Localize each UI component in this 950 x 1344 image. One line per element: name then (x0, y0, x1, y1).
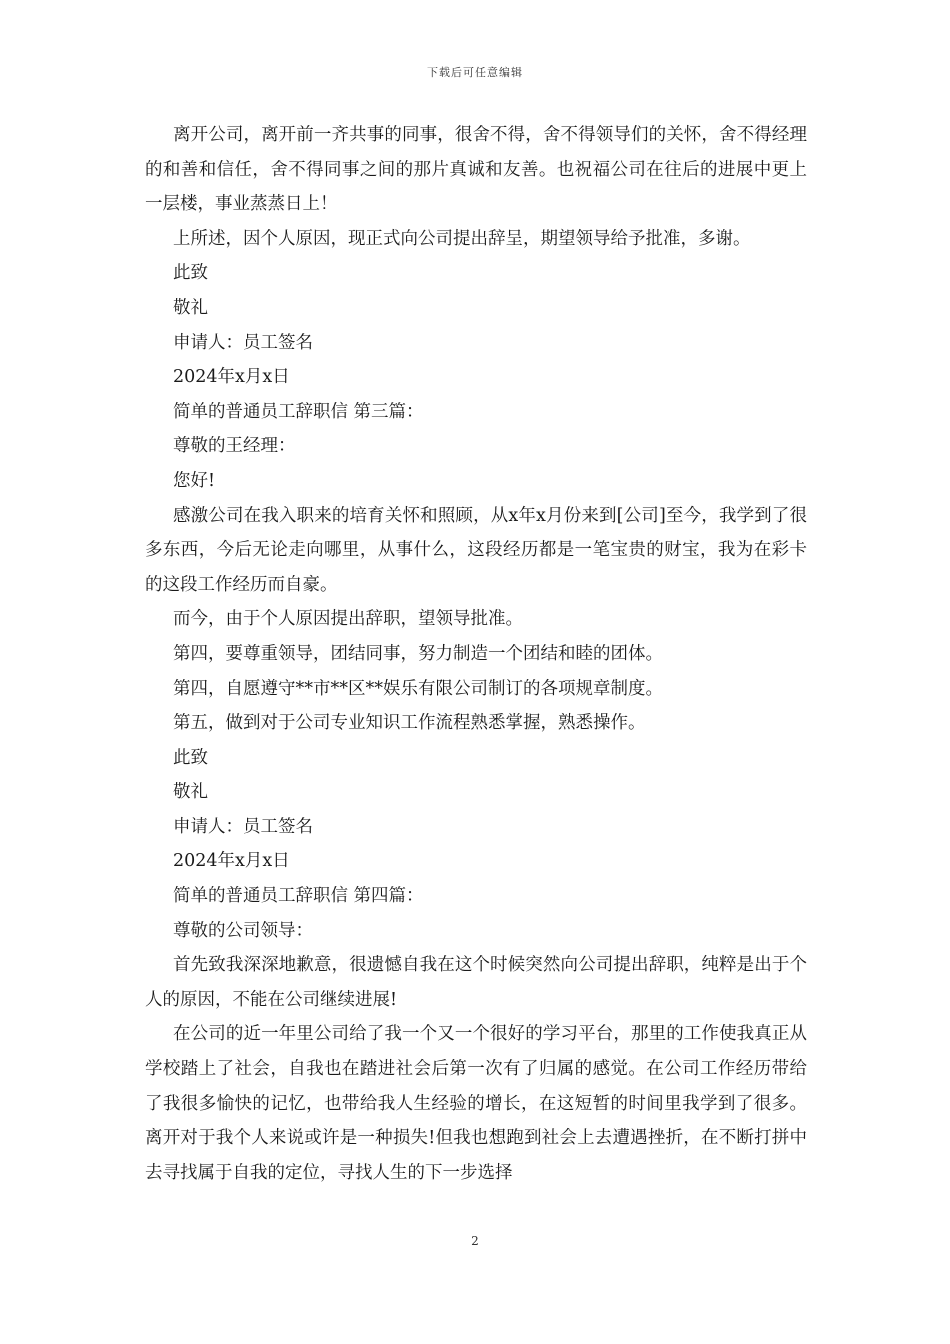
paragraph: 第五，做到对于公司专业知识工作流程熟悉掌握，熟悉操作。 (173, 713, 646, 734)
paragraph: 此致 (173, 263, 208, 284)
paragraph: 离开公司，离开前一齐共事的同事，很舍不得，舍不得领导们的关怀，舍不得经理的和善和信任，舍不得同事之间的那片真诚和友善。也祝福公司在往后的进展中更上一层楼，事业蒸蒸日上！ (145, 125, 807, 215)
paragraph: 申请人：员工签名 (173, 332, 313, 353)
paragraph: 在公司的近一年里公司给了我一个又一个很好的学习平台，那里的工作使我真正从学校踏上了社会，自我也在踏进社会后第一次有了归属的感觉。在公司工作经历带给了我很多愉快的记忆，也带给我人生经验的增长，在这短暂的时间里我学到了很多。离开对于我个人来说或许是一种损失!但我也想跑到社会上去遭遇挫折，在不断打拼中去寻找属于自我的定位，寻找人生的下一步选择 (145, 1024, 807, 1183)
paragraph: 感激公司在我入职来的培育关怀和照顾，从x年x月份来到[公司]至今，我学到了很多东西，今后无论走向哪里，从事什么，这段经历都是一笔宝贵的财宝，我为在彩卡的这段工作经历而自豪。 (145, 505, 807, 595)
paragraph: 敬礼 (173, 782, 208, 803)
paragraph: 您好! (173, 470, 216, 491)
paragraph: 第四，要尊重领导，团结同事，努力制造一个团结和睦的团体。 (173, 643, 663, 664)
paragraph: 此致 (173, 747, 208, 768)
document-body (145, 118, 807, 1190)
paragraph: 2024年x月x日 (173, 851, 290, 872)
paragraph: 尊敬的王经理： (173, 436, 296, 457)
paragraph: 上所述，因个人原因，现正式向公司提出辞呈，期望领导给予批准，多谢。 (173, 228, 751, 249)
page-header: 下载后可任意编辑 (427, 66, 523, 79)
section-heading: 简单的普通员工辞职信 第三篇： (173, 401, 424, 422)
paragraph: 第四，自愿遵守**市**区**娱乐有限公司制订的各项规章制度。 (173, 678, 663, 699)
paragraph: 敬礼 (173, 297, 208, 318)
section-heading: 简单的普通员工辞职信 第四篇： (173, 886, 424, 907)
paragraph: 而今，由于个人原因提出辞职，望领导批准。 (173, 609, 523, 630)
paragraph: 尊敬的公司领导： (173, 920, 313, 941)
page-number: 2 (471, 1234, 479, 1248)
paragraph: 申请人：员工签名 (173, 816, 313, 837)
paragraph: 首先致我深深地歉意，很遗憾自我在这个时候突然向公司提出辞职，纯粹是出于个人的原因，不能在公司继续进展! (145, 955, 807, 1010)
paragraph: 2024年x月x日 (173, 367, 290, 388)
